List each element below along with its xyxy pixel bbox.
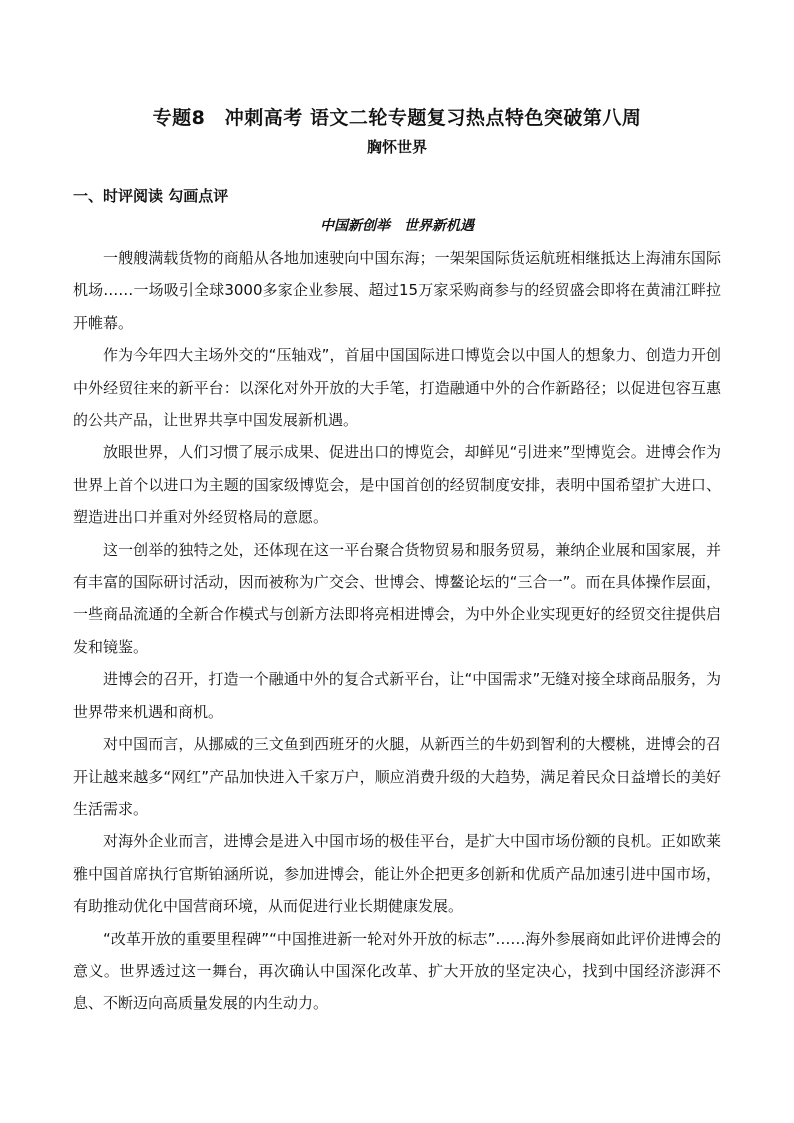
paragraph: 作为今年四大主场外交的“压轴戏”，首届中国国际进口博览会以中国人的想象力、创造力开创中外经贸往来的新平台：以深化对外开放的大手笔，打造融通中外的合作新路径；以促进包容互惠的公共产品，让世界共享中国发展新机遇。 <box>73 346 721 430</box>
article-title: 中国新创举 世界新机遇 <box>320 218 474 234</box>
paragraph: 进博会的召开，打造一个融通中外的复合式新平台，让“中国需求”无缝对接全球商品服务，为世界带来机遇和商机。 <box>73 670 721 721</box>
paragraph: 放眼世界，人们习惯了展示成果、促进出口的博览会，却鲜见“引进来”型博览会。进博会作为世界上首个以进口为主题的国家级博览会，是中国首创的经贸制度安排，表明中国希望扩大进口、塑造进出口并重对外经贸格局的意愿。 <box>73 443 721 527</box>
document-title: 专题8 冲刺高考 语文二轮专题复习热点特色突破第八周 <box>152 107 642 129</box>
paragraph: “改革开放的重要里程碑”“中国推进新一轮对外开放的标志”……海外参展商如此评价进博会的意义。世界透过这一舞台，再次确认中国深化改革、扩大开放的坚定决心，找到中国经济澎湃不息、不断迈向高质量发展的内生动力。 <box>73 929 721 1013</box>
paragraph: 对海外企业而言，进博会是进入中国市场的极佳平台，是扩大中国市场份额的良机。正如欧莱雅中国首席执行官斯铂涵所说，参加进博会，能让外企把更多创新和优质产品加速引进中国市场，有助推动优化中国营商环境，从而促进行业长期健康发展。 <box>73 832 721 916</box>
paragraph: 一艘艘满载货物的商船从各地加速驶向中国东海；一架架国际货运航班相继抵达上海浦东国际机场……一场吸引全球3000多家企业参展、超过15万家采购商参与的经贸盛会即将在黄浦江畔拉开帷幕。 <box>73 249 721 332</box>
section-heading: 一、时评阅读 勾画点评 <box>73 187 229 205</box>
document-subtitle: 胸怀世界 <box>366 138 427 156</box>
paragraph: 对中国而言，从挪威的三文鱼到西班牙的火腿，从新西兰的牛奶到智利的大樱桃，进博会的召开让越来越多“网红”产品加快进入千家万户，顺应消费升级的大趋势，满足着民众日益增长的美好生活需求。 <box>73 735 721 818</box>
article-body <box>73 242 721 1020</box>
paragraph: 这一创举的独特之处，还体现在这一平台聚合货物贸易和服务贸易，兼纳企业展和国家展，并有丰富的国际研讨活动，因而被称为广交会、世博会、博鳌论坛的“三合一”。而在具体操作层面，一些商品流通的全新合作模式与创新方法即将亮相进博会，为中外企业实现更好的经贸交往提供启发和镜鉴。 <box>73 540 721 656</box>
